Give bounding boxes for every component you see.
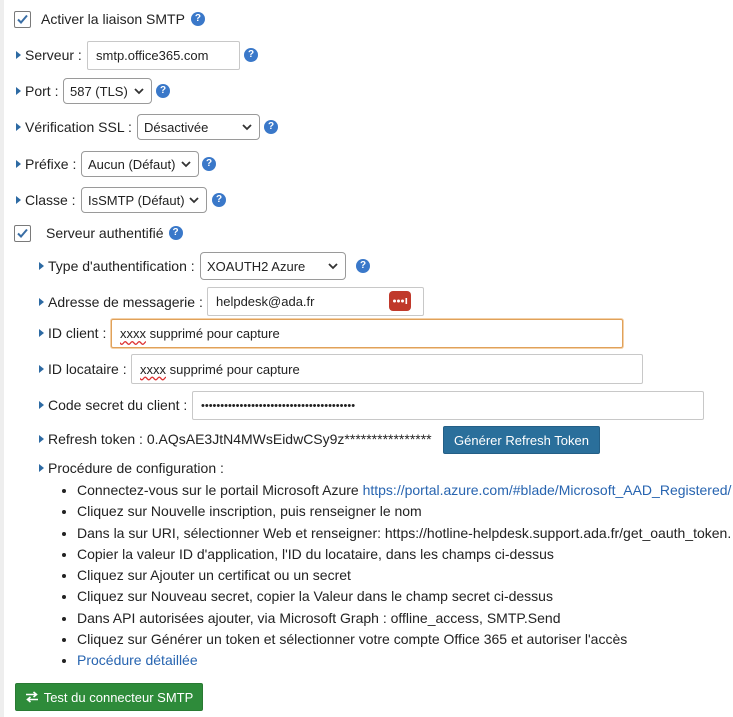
- chevron-down-icon: [180, 158, 192, 170]
- help-icon[interactable]: ?: [202, 157, 216, 171]
- prefix-select[interactable]: [81, 151, 199, 177]
- generate-refresh-token-button[interactable]: Générer Refresh Token: [443, 426, 600, 454]
- caret-right-icon: [16, 160, 21, 168]
- help-icon[interactable]: ?: [244, 48, 258, 62]
- server-value: smtp.office365.com: [96, 48, 209, 63]
- port-row: [16, 80, 58, 102]
- list-item: [77, 480, 731, 501]
- chevron-down-icon: [133, 85, 145, 97]
- help-icon[interactable]: ?: [191, 12, 205, 26]
- ssl-row: [16, 116, 132, 138]
- secret-label: Code secret du client :: [48, 397, 188, 413]
- tenant-value-prefix: xxxx: [140, 361, 166, 377]
- chevron-down-icon: [241, 121, 253, 133]
- secret-value: ••••••••••••••••••••••••••••••••••••••••: [201, 399, 356, 412]
- caret-right-icon: [16, 87, 21, 95]
- exchange-icon: [25, 691, 39, 703]
- port-value: 587 (TLS): [70, 83, 128, 99]
- refresh-token-label: Refresh token : 0.AQsAE3JtN4MWsEidwCSy9z****************: [48, 431, 432, 447]
- tenant-label: ID locataire :: [48, 361, 127, 377]
- tenant-id-input[interactable]: [131, 354, 643, 384]
- azure-portal-link[interactable]: https://portal.azure.com/#blade/Microsoft_AAD_Registered/: [362, 482, 732, 498]
- email-row: [39, 291, 203, 313]
- caret-right-icon: [39, 329, 44, 337]
- tenant-value: supprimé pour capture: [166, 361, 300, 377]
- auth-enable-checkbox[interactable]: [14, 225, 31, 242]
- chevron-down-icon: [327, 260, 339, 272]
- list-item: • Dans API autorisées ajouter, via Microsoft Graph : offline_access, SMTP.Send: [77, 608, 731, 629]
- email-value: helpdesk@ada.fr: [216, 294, 315, 309]
- tenant-row: [39, 358, 127, 380]
- procedure-steps: [59, 480, 731, 672]
- client-id-label: ID client :: [48, 325, 107, 341]
- help-icon[interactable]: ?: [356, 259, 370, 273]
- auth-type-select[interactable]: [200, 252, 346, 280]
- smtp-enable-checkbox[interactable]: [14, 11, 31, 28]
- client-id-value-prefix: xxxx: [120, 326, 146, 341]
- smtp-enable-label: Activer la liaison SMTP: [41, 11, 185, 27]
- password-manager-icon[interactable]: [389, 291, 411, 311]
- client-id-value: supprimé pour capture: [146, 326, 280, 341]
- secret-row: [39, 394, 187, 416]
- class-label: Classe :: [25, 192, 76, 208]
- ssl-select[interactable]: [137, 114, 260, 140]
- left-border: [0, 0, 4, 717]
- caret-right-icon: [16, 51, 21, 59]
- list-item: • Dans la sur URI, sélectionner Web et renseigner: https://hotline-helpdesk.support.ada.fr/get_oauth_token.: [77, 523, 731, 544]
- ssl-value: Désactivée: [144, 119, 209, 135]
- port-label: Port :: [25, 83, 59, 99]
- procedure-title: Procédure de configuration :: [48, 460, 224, 476]
- help-icon[interactable]: ?: [156, 84, 170, 98]
- step-text: Connectez-vous sur le portail Microsoft Azure: [77, 482, 363, 498]
- server-row: [16, 44, 82, 66]
- help-icon[interactable]: ?: [169, 226, 183, 240]
- list-item: • Cliquez sur Ajouter un certificat ou un secret: [77, 565, 731, 586]
- class-value: IsSMTP (Défaut): [88, 192, 185, 208]
- help-icon[interactable]: ?: [212, 193, 226, 207]
- caret-right-icon: [39, 298, 44, 306]
- email-label: Adresse de messagerie :: [48, 294, 203, 310]
- chevron-down-icon: [188, 194, 200, 206]
- client-secret-input[interactable]: [192, 391, 704, 420]
- list-item: • Cliquez sur Nouvelle inscription, puis renseigner le nom: [77, 501, 731, 522]
- refresh-row: [39, 428, 432, 450]
- auth-type-label: Type d'authentification :: [48, 258, 195, 274]
- list-item: • Cliquez sur Nouveau secret, copier la Valeur dans le champ secret ci-dessus: [77, 586, 731, 607]
- help-icon[interactable]: ?: [264, 120, 278, 134]
- class-row: [16, 189, 76, 211]
- test-smtp-label: Test du connecteur SMTP: [43, 689, 194, 705]
- caret-right-icon: [16, 196, 21, 204]
- auth-enable-label: Serveur authentifié: [46, 225, 164, 241]
- server-input[interactable]: [87, 41, 240, 70]
- client-id-row: [39, 322, 106, 344]
- port-select[interactable]: [63, 78, 152, 104]
- prefix-row: [16, 153, 76, 175]
- caret-right-icon: [39, 262, 44, 270]
- detailed-procedure-link[interactable]: Procédure détaillée: [77, 652, 198, 669]
- test-smtp-button[interactable]: [15, 683, 203, 711]
- server-label: Serveur :: [25, 47, 82, 63]
- caret-right-icon: [16, 123, 21, 131]
- list-item: • Cliquez sur Générer un token et sélectionner votre compte Office 365 et autoriser l'accès: [77, 629, 731, 650]
- procedure-row: [39, 457, 224, 479]
- caret-right-icon: [39, 435, 44, 443]
- check-icon: [16, 227, 29, 240]
- prefix-value: Aucun (Défaut): [88, 156, 176, 172]
- check-icon: [16, 13, 29, 26]
- auth-type-value: XOAUTH2 Azure: [207, 258, 306, 274]
- auth-type-row: [39, 255, 195, 277]
- client-id-input[interactable]: [111, 319, 623, 348]
- smtp-enable-row: [14, 9, 205, 29]
- ssl-label: Vérification SSL :: [25, 119, 132, 135]
- list-item: • Copier la valeur ID d'application, l'ID du locataire, dans les champs ci-dessus: [77, 544, 731, 565]
- list-item: [77, 650, 731, 671]
- caret-right-icon: [39, 464, 44, 472]
- caret-right-icon: [39, 401, 44, 409]
- caret-right-icon: [39, 365, 44, 373]
- prefix-label: Préfixe :: [25, 156, 77, 172]
- auth-enable-row: [14, 223, 183, 243]
- class-select[interactable]: [81, 187, 207, 213]
